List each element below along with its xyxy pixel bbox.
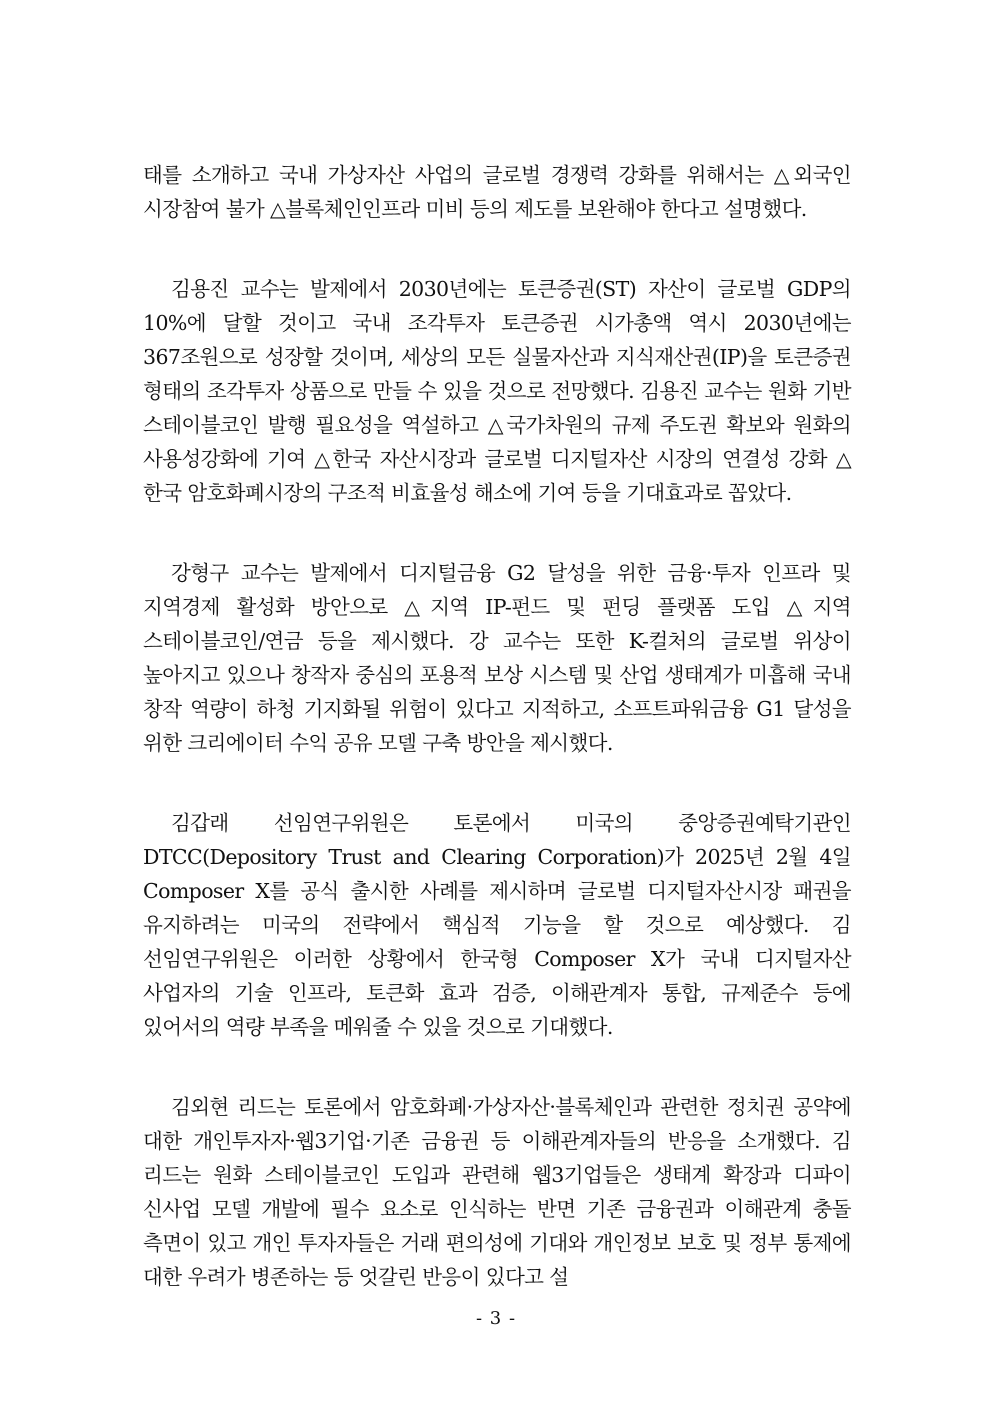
paragraph-gap	[143, 760, 851, 806]
paragraph-1: 태를 소개하고 국내 가상자산 사업의 글로벌 경쟁력 강화를 위해서는 △외국인 시장참여 불가 △블록체인인프라 미비 등의 제도를 보완해야 한다고 설명했다.	[143, 163, 851, 221]
paragraph-4: 김갑래 선임연구위원은 토론에서 미국의 중앙증권예탁기관인 DTCC(Depository Trust and Clearing Corporation)가 2025년 2월 4일 Composer X를 공식 출시한 사례를 제시하며 글로벌 디지털자산시장 패권을 유지하려는 미국의 전략에서 핵심적 기능을 할 것으로 예상했다. 김 선임연구위원은 이러한 상황에서 한국형 Composer X가 국내 디지털자산 사업자의 기술 인프라, 토큰화 효과 검증, 이해관계자 통합, 규제준수 등에 있어서의 역량 부족을 메워줄 수 있을 것으로 기대했다.	[143, 811, 851, 1039]
page-number: - 3 -	[475, 1308, 517, 1329]
paragraph-5: 김외현 리드는 토론에서 암호화폐·가상자산·블록체인과 관련한 정치권 공약에 대한 개인투자자·웹3기업·기존 금융권 등 이해관계자들의 반응을 소개했다. 김 리드는 원화 스테이블코인 도입과 관련해 웹3기업들은 생태계 확장과 디파이 신사업 모델 개발에 필수 요소로 인식하는 반면 기존 금융권과 이해관계 충돌 측면이 있고 개인 투자자들은 거래 편의성에 기대와 개인정보 보호 및 정부 통제에 대한 우려가 병존하는 등 엇갈린 반응이 있다고 설	[143, 1095, 851, 1289]
document-body	[143, 158, 851, 1294]
paragraph-3: 강형구 교수는 발제에서 디지털금융 G2 달성을 위한 금융·투자 인프라 및 지역경제 활성화 방안으로 △지역 IP-펀드 및 펀딩 플랫폼 도입 △지역 스테이블코인/연금 등을 제시했다. 강 교수는 또한 K-컬처의 글로벌 위상이 높아지고 있으나 창작자 중심의 포용적 보상 시스템 및 산업 생태계가 미흡해 국내 창작 역량이 하청 기지화될 위험이 있다고 지적하고, 소프트파워금융 G1 달성을 위한 크리에이터 수익 공유 모델 구축 방안을 제시했다.	[143, 561, 851, 755]
paragraph-gap	[143, 1044, 851, 1090]
paragraph-gap	[143, 226, 851, 272]
paragraph-2: 김용진 교수는 발제에서 2030년에는 토큰증권(ST) 자산이 글로벌 GDP의 10%에 달할 것이고 국내 조각투자 토큰증권 시가총액 역시 2030년에는 367조원으로 성장할 것이며, 세상의 모든 실물자산과 지식재산권(IP)을 토큰증권 형태의 조각투자 상품으로 만들 수 있을 것으로 전망했다. 김용진 교수는 원화 기반 스테이블코인 발행 필요성을 역설하고 △국가차원의 규제 주도권 확보와 원화의 사용성강화에 기여 △한국 자산시장과 글로벌 디지털자산 시장의 연결성 강화 △한국 암호화폐시장의 구조적 비효율성 해소에 기여 등을 기대효과로 꼽았다.	[143, 277, 851, 505]
paragraph-gap	[143, 510, 851, 556]
